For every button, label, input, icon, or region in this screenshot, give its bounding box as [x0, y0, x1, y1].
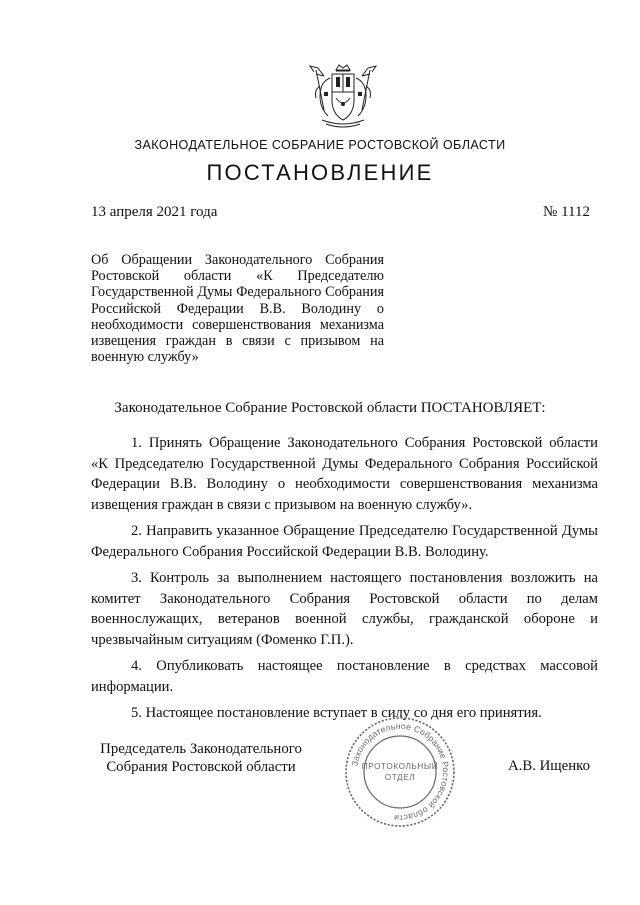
document-subject: Об Обращении Законодательного Собрания Ростовской области «К Председателю Государственной Думы Федерального Собрания Российской Федерации В.В. Володину о необходимости совершенствования механизма извещения граждан в связи с призывом на военную службу»: [91, 252, 384, 366]
document-number: № 1112: [543, 204, 590, 220]
resolution-items: [91, 433, 598, 730]
signatory-position-line-1: Председатель Законодательного: [100, 741, 302, 757]
signatory-position-line-2: Собрания Ростовской области: [106, 759, 296, 775]
signatory-position: [91, 740, 311, 776]
stamp-center-line-2: ОТДЕЛ: [384, 773, 416, 782]
signatory-name: А.В. Ищенко: [507, 758, 590, 774]
decree-line: Законодательное Собрание Ростовской области ПОСТАНОВЛЯЕТ:: [114, 400, 546, 416]
stamp-ring-textpath: Законодательное Собрание Ростовской области: [349, 720, 452, 824]
resolution-item-5: 5. Настоящее постановление вступает в силу со дня его принятия.: [131, 705, 542, 721]
resolution-item-4: 4. Опубликовать настоящее постановление в средствах массовой информации.: [91, 658, 598, 695]
stamp-center-line-1: ПРОТОКОЛЬНЫЙ: [361, 762, 439, 771]
resolution-item-1: 1. Принять Обращение Законодательного Собрания Ростовской области «К Председателю Государственной Думы Федерального Собрания Российской Федерации В.В. Володину о необходимости совершенствования механизма извещения граждан в связи с призывом на военную службу».: [91, 435, 598, 513]
official-stamp: [344, 716, 456, 828]
document-date: 13 апреля 2021 года: [91, 204, 218, 220]
resolution-item-2: 2. Направить указанное Обращение Председателю Государственной Думы Федерального Собрания Российской Федерации В.В. Володину.: [91, 523, 598, 560]
document-type-title: ПОСТАНОВЛЕНИЕ: [206, 160, 434, 185]
coat-of-arms-icon: [306, 62, 380, 130]
resolution-item-3: 3. Контроль за выполнением настоящего постановления возложить на комитет Законодательного Собрания Ростовской области по делам военнослужащих, ветеранов военной службы, гражданской обороне и чрезвычайным ситуациям (Фоменко Г.П.).: [91, 570, 598, 648]
organization-name: ЗАКОНОДАТЕЛЬНОЕ СОБРАНИЕ РОСТОВСКОЙ ОБЛАСТИ: [134, 138, 506, 152]
